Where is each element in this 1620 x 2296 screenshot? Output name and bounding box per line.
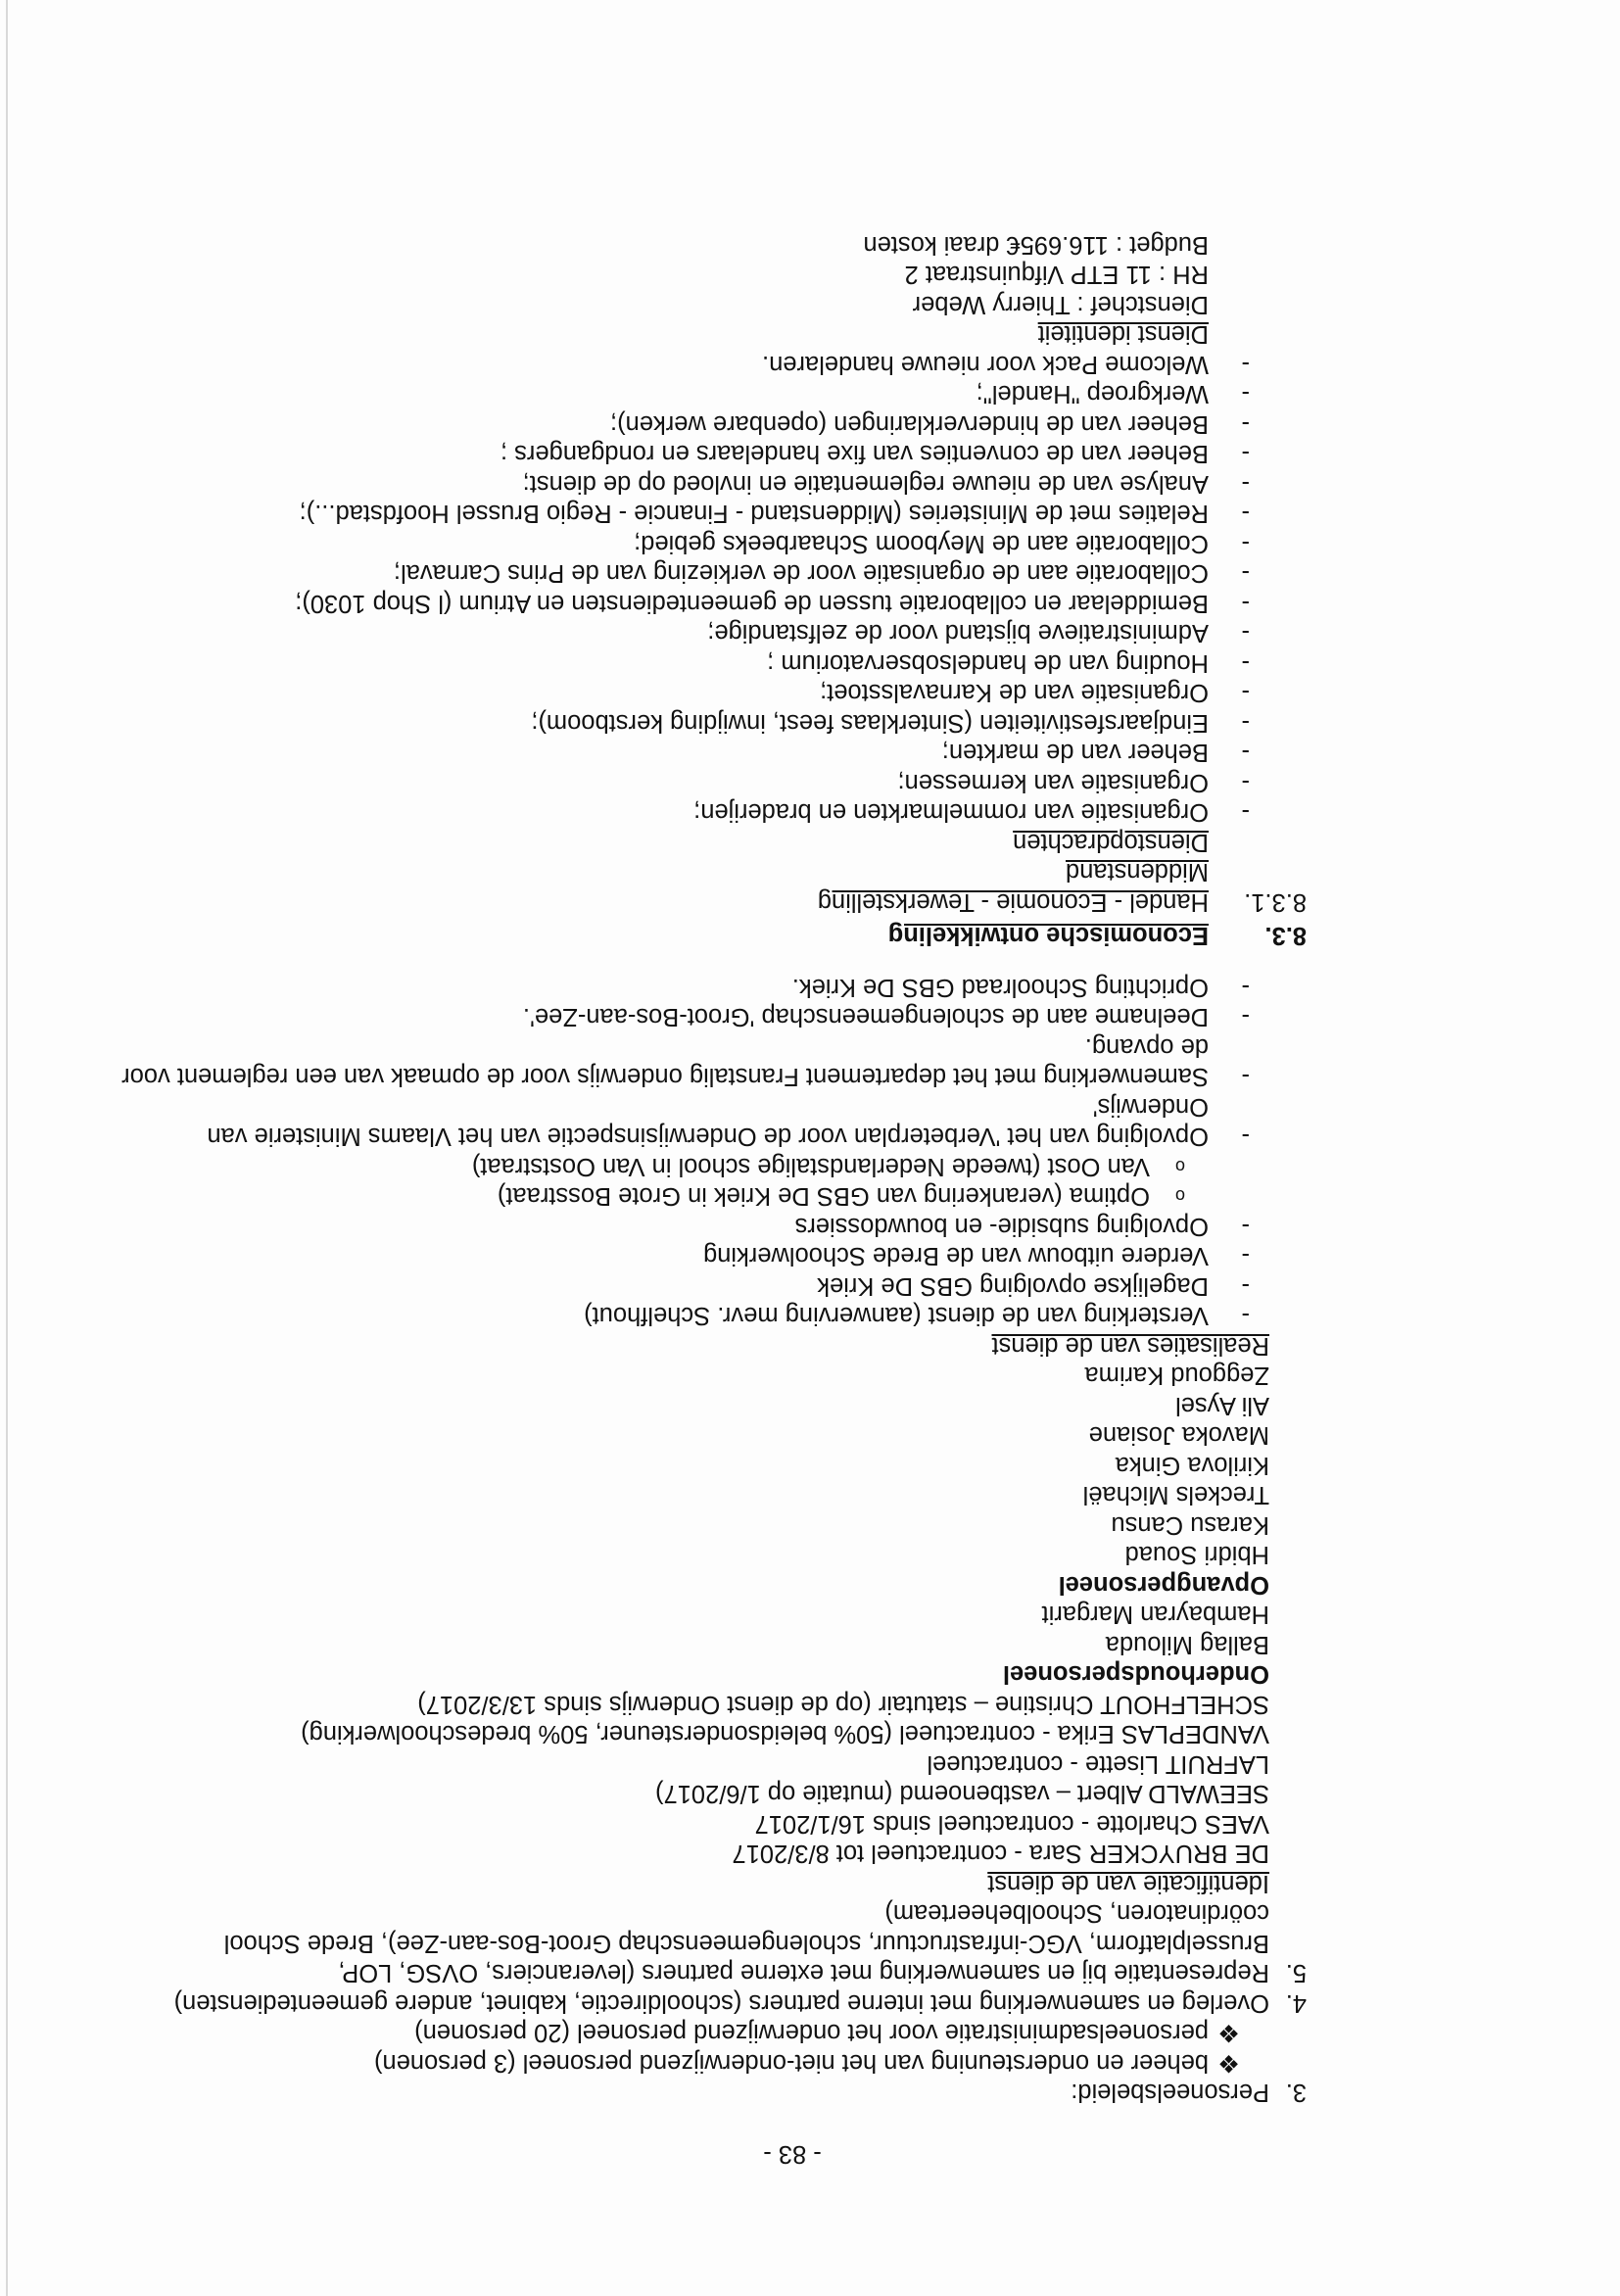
list-item-5 — [278, 1958, 1307, 1988]
dash-item: - Opvolging subsidie- en bouwdossiers — [794, 1213, 1250, 1240]
task-item: - Beheer van de hinderverklaringen (openbare werken); — [610, 410, 1250, 438]
info-line: RH : 11 ETP Vifquinstraat 2 — [904, 261, 1209, 289]
staff-line: Kirilova Ginka — [1115, 1452, 1269, 1479]
staff-line: Treckels Michaël — [1082, 1481, 1269, 1509]
heading-middenstand: Middenstand — [1065, 858, 1209, 886]
task-item: - Collaboratie aan de organisatie voor de verkiezing van de Prins Carnaval; — [393, 559, 1250, 588]
diamond-bullet-icon: ❖ — [1217, 2049, 1240, 2077]
dash-item-continued: Onderwijs' — [1092, 1093, 1209, 1121]
staff-line: Hambayran Margarit — [1041, 1601, 1269, 1629]
task-item: - Bemiddelaar en collaboratie tussen de gemeentediensten en Atrium (l Shop 1030); — [295, 590, 1250, 617]
list-text: Representatie bij en samenwerking met externe partners (leveranciers, OVSG, LOP, — [338, 1959, 1269, 1987]
task-item: - Relaties met de Ministeries (Middenstand - Financie - Regio Brussel Hoofdstad...); — [299, 500, 1250, 528]
diamond-bullet-1: ❖ beheer en ondersteuning van het niet-onderwijzend personeel (3 personen) — [374, 2049, 1240, 2077]
task-item: - Organisatie van de Karnavalsstoet; — [820, 679, 1250, 707]
circle-bullet-icon: o — [1174, 1157, 1185, 1176]
dash-item-continued: de opvang. — [1084, 1033, 1209, 1061]
list-text: Personeelsbeleid: — [1071, 2079, 1269, 2107]
list-item-4 — [173, 1988, 1307, 2019]
list-number: 5. — [1285, 1959, 1307, 1987]
task-item: - Collaboratie aan de Meyboom Schaarbeeks gebied; — [634, 530, 1250, 557]
circle-bullet-icon: o — [1174, 1186, 1185, 1207]
dash-item: - Opvolging van het 'Verbeterplan voor de Onderwijsinspectie van het Vlaams Ministerie van — [207, 1123, 1250, 1151]
dash-item: - Versterking van de dienst (aanwerving mevr. Schelfhout) — [584, 1302, 1250, 1330]
staff-line: VANDEPLAS Erika - contractueel (50% beleidsondersteuner, 50% bredeschoolwerking) — [301, 1720, 1269, 1748]
staff-line: SEEWALD Albert – vastbenoemd (mutatie op 1/6/2017) — [655, 1780, 1269, 1808]
staff-line: Ali Aysel — [1175, 1392, 1269, 1419]
dash-item: - Dagelijkse opvolging GBS De Kriek — [817, 1272, 1250, 1300]
list-number: 4. — [1285, 1989, 1307, 2017]
staff-line: Hbidri Souad — [1124, 1541, 1269, 1569]
info-line: Budget : 116.695€ draai kosten — [863, 231, 1209, 259]
heading-identificatie: Identificatie van de dienst — [987, 1870, 1269, 1897]
task-item: - Analyse van de nieuwe reglementatie en invloed op de dienst; — [522, 470, 1250, 498]
dash-item: - Verdere uitbouw van de Brede Schoolwerking — [703, 1242, 1250, 1270]
task-item: - Eindjaarsfestiviteiten (Sinterklaas feest, inwijding kerstboom); — [531, 709, 1250, 737]
dash-item: - Oprichting Schoolraad GBS De Kriek. — [791, 974, 1250, 1001]
heading-opvang: Opvangpersoneel — [1058, 1571, 1269, 1599]
diamond-bullet-icon: ❖ — [1217, 2019, 1240, 2047]
heading-onderhoud: Onderhoudspersoneel — [1002, 1660, 1269, 1689]
staff-line: Karasu Cansu — [1111, 1511, 1269, 1539]
task-item: - Organisatie van kermessen; — [897, 769, 1250, 796]
staff-line: SCHELFHOUT Christine – statutair (op de dienst Onderwijs sinds 13/3/2017) — [417, 1691, 1269, 1718]
document-body — [121, 230, 1307, 2170]
dash-item: - Deelname aan de scholengemeenschap 'Groot-Bos-aan-Zee'. — [522, 1003, 1250, 1031]
task-item: - Beheer van de markten; — [941, 739, 1250, 767]
staff-line: Ballag Miloudа — [1105, 1631, 1269, 1658]
list-text-continued: coördinatoren, Schoolbeheerteam) — [884, 1899, 1269, 1928]
task-item: - Houding van de handelsobservatorium ; — [767, 649, 1250, 677]
list-number: 3. — [1285, 2079, 1307, 2107]
list-item-3 — [278, 2078, 1307, 2108]
list-text: Overleg en samenwerking met interne partners (schooldirectie, kabinet, andere gemeentediensten) — [173, 1989, 1269, 2017]
list-text-continued: Brusselplatform, VGC-infrastructuur, scholengemeenschap Groot-Bos-aan-Zee), Brede School — [223, 1930, 1269, 1957]
staff-line: Zeggoud Karima — [1084, 1362, 1269, 1390]
task-item: - Beheer van de conventies van fixe handelaars en rondgangers ; — [500, 440, 1250, 468]
circle-item: o Van Oost (tweede Nederlandstalige school in Van Ooststraat) — [471, 1153, 1185, 1180]
staff-line: LAFRUIT Lisette - contractueel — [927, 1750, 1269, 1778]
circle-item: o Optima (verankering van GBS De Kriek in Grote Bosstraat) — [497, 1182, 1185, 1211]
heading-realisaties: Realisaties van de dienst — [991, 1332, 1269, 1360]
task-item: - Administratieve bijstand voor de zelfstandige; — [707, 619, 1250, 647]
task-item: - Organisatie van rommelmarkten en braderijen; — [693, 798, 1250, 827]
heading-dienstopdrachten: Dienstopdrachten — [1013, 829, 1209, 856]
staff-line: DE BRUYCKER Sara - contractueel tot 8/3/2017 — [732, 1840, 1269, 1868]
page-number: - 83 - — [763, 2140, 822, 2168]
section-heading: 8.3. Economische ontwikkeling — [887, 922, 1307, 950]
task-item: - Werkgroep "Handel"; — [976, 380, 1250, 408]
dash-item: - Samenwerking met het departement Franstalig onderwijs voor de opmaak van een reglement voor — [121, 1063, 1250, 1091]
info-line: Dienstchef : Thierry Weber — [912, 291, 1209, 318]
diamond-bullet-2: ❖ personeelsadministratie voor het onderwijzend personeel (20 personen) — [414, 2019, 1240, 2047]
staff-line: Mavoka Josiane — [1088, 1421, 1269, 1450]
staff-line: VAES Charlotte - contractueel sinds 16/1/2017 — [754, 1810, 1269, 1838]
heading-dienst-identiteit: Dienst identiteit — [1037, 320, 1209, 349]
subsection-heading: 8.3.1. Handel - Economie - Tewerkstelling — [817, 888, 1307, 916]
task-item: - Welcome Pack voor nieuwe handelaren. — [762, 351, 1250, 378]
